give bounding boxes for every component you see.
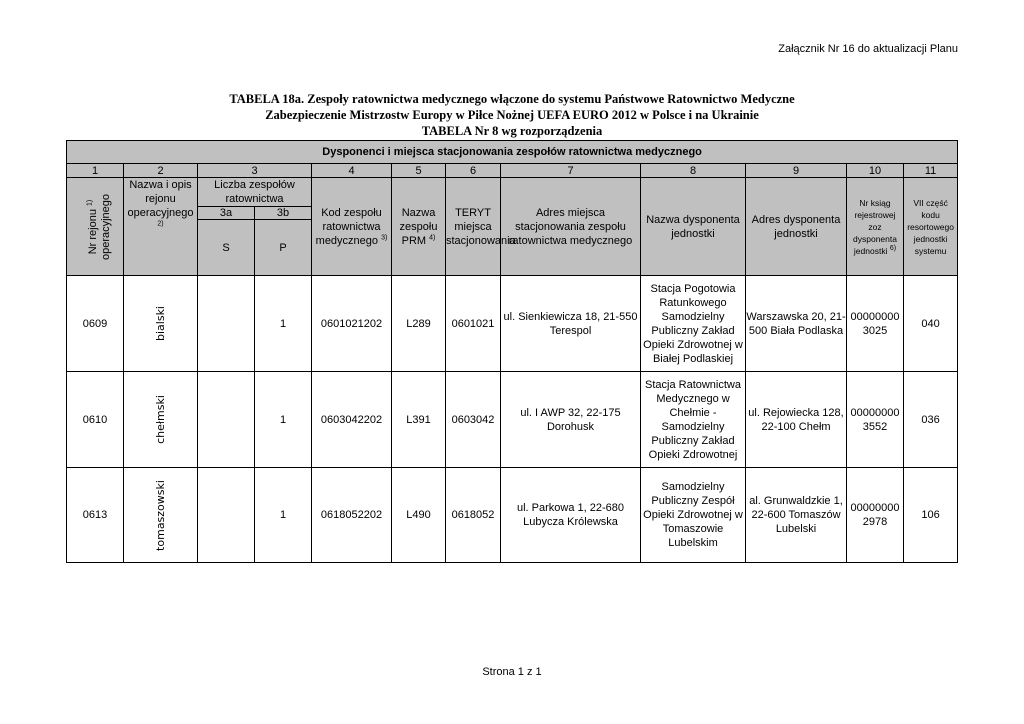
title-line: TABELA 18a. Zespoły ratownictwa medycznego włączone do systemu Państwowe Ratownictwo Medyczne [229,92,795,106]
header-teryt: TERYT miejsca stacjonowania [446,178,501,276]
cell-adres: ul. Sienkiewicza 18, 21-550 Terespol [501,276,641,372]
footnote-marker: 4) [429,233,436,241]
title-line: TABELA Nr 8 wg rozporządzenia [421,124,603,138]
header-s: S [198,220,255,276]
column-number: 8 [641,164,746,178]
cell-nr: 0613 [67,468,124,563]
cell-s [198,468,255,563]
column-number: 6 [446,164,501,178]
header-nr-line1: Nr rejonu [87,208,100,254]
header-nazwa-prm [392,178,446,276]
annex-label: Załącznik Nr 16 do aktualizacji Planu [778,43,958,55]
header-nazwa-rejonu [124,178,198,276]
cell-s [198,276,255,372]
header-adres-miejsca: Adres miejsca stacjonowania zespołu ratownictwa medycznego [501,178,641,276]
header-nazwa-text: Nazwa i opis rejonu operacyjnego [127,179,194,219]
cell-prm: L490 [392,468,446,563]
header-nr-rejonu [67,178,124,276]
table-row [67,276,958,372]
header-prm-text: Nazwa zespołu PRM [399,206,438,247]
cell-kod-resortowy: 106 [904,468,958,563]
cell-dysponent: Stacja Pogotowia Ratunkowego Samodzielny Publiczny Zakład Opieki Zdrowotnej w Białej Podlaskiej [641,276,746,372]
column-number: 10 [847,164,904,178]
cell-ksiega: 00000000 2978 [847,468,904,563]
column-number: 5 [392,164,446,178]
header-nazwa-dysponenta: Nazwa dysponenta jednostki [641,178,746,276]
column-number: 3 [198,164,312,178]
header-ksiega-text: Nr ksiąg rejestrowej zoz dysponenta jednostki [853,197,897,256]
title-line: Zabezpieczenie Mistrzostw Europy w Piłce Nożnej UEFA EURO 2012 w Polsce i na Ukrainie [265,108,759,122]
cell-dysponent: Samodzielny Publiczny Zespół Opieki Zdrowotnej w Tomaszowie Lubelskim [641,468,746,563]
cell-teryt: 0601021 [446,276,501,372]
rejon-label: tomaszowski [153,479,167,551]
cell-rejon [124,468,198,563]
page-number: Strona 1 z 1 [482,666,542,678]
cell-kod-resortowy: 040 [904,276,958,372]
cell-p: 1 [255,372,312,468]
cell-p: 1 [255,468,312,563]
cell-kod: 0618052202 [312,468,392,563]
header-nr-ksiegi [847,178,904,276]
cell-ksiega: 00000000 3025 [847,276,904,372]
header-kod-zespolu [312,178,392,276]
cell-adres-dysponenta: Warszawska 20, 21-500 Biała Podlaska [746,276,847,372]
cell-dysponent: Stacja Ratownictwa Medycznego w Chełmie - Samodzielny Publiczny Zakład Opieki Zdrowotnej [641,372,746,468]
cell-adres: ul. Parkowa 1, 22-680 Lubycza Królewska [501,468,641,563]
footnote-marker: 3) [381,233,388,241]
cell-ksiega: 00000000 3552 [847,372,904,468]
column-number: 11 [904,164,958,178]
column-number: 9 [746,164,847,178]
header-p: P [255,220,312,276]
header-kod-resortowy: VII część kodu resortowego jednostki systemu [904,178,958,276]
cell-s [198,372,255,468]
cell-teryt: 0603042 [446,372,501,468]
cell-kod: 0601021202 [312,276,392,372]
rejon-label: chełmski [153,395,167,444]
cell-kod: 0603042202 [312,372,392,468]
table-row [67,468,958,563]
document-title [0,91,1024,139]
footnote-marker: 2) [157,220,164,228]
table-row [67,372,958,468]
cell-p: 1 [255,276,312,372]
cell-nr: 0609 [67,276,124,372]
rescue-teams-table [66,140,958,563]
cell-rejon [124,276,198,372]
cell-teryt: 0618052 [446,468,501,563]
cell-prm: L391 [392,372,446,468]
cell-kod-resortowy: 036 [904,372,958,468]
cell-adres-dysponenta: ul. Rejowiecka 128, 22-100 Chełm [746,372,847,468]
column-number: 2 [124,164,198,178]
rejon-label: bialski [154,306,167,341]
column-number: 1 [67,164,124,178]
table-banner: Dysponenci i miejsca stacjonowania zespołów ratownictwa medycznego [67,141,958,164]
cell-rejon [124,372,198,468]
cell-nr: 0610 [67,372,124,468]
header-nr-line2: operacyjnego [100,193,113,260]
cell-adres: ul. I AWP 32, 22-175 Dorohusk [501,372,641,468]
footnote-marker: 6) [889,244,897,252]
header-adres-dysponenta: Adres dysponenta jednostki [746,178,847,276]
column-number: 7 [501,164,641,178]
header-3a: 3a [198,207,255,220]
header-liczba-zespolow: Liczba zespołów ratownictwa [198,178,312,207]
footnote-marker: 1) [86,199,94,206]
cell-prm: L289 [392,276,446,372]
header-3b: 3b [255,207,312,220]
cell-adres-dysponenta: al. Grunwaldzkie 1, 22-600 Tomaszów Lubelski [746,468,847,563]
header-kod-text: Kod zespołu ratownictwa medycznego [315,206,382,247]
column-number: 4 [312,164,392,178]
